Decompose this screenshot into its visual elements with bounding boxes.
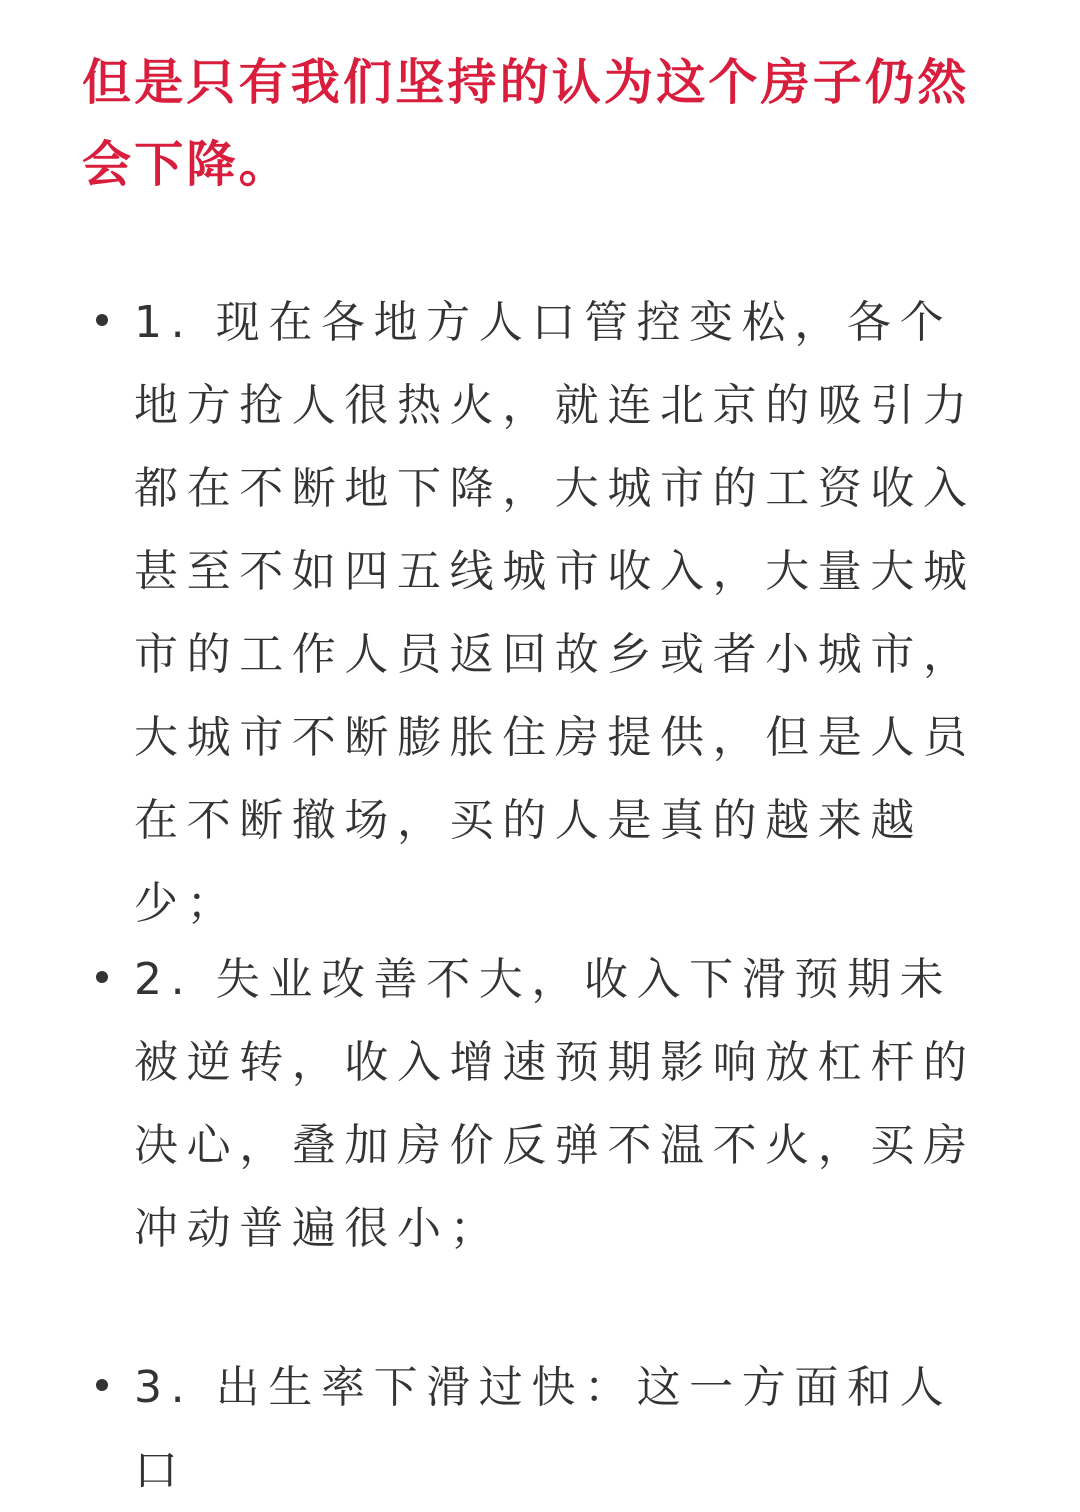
list-item-text: 3. 出生率下滑过快：这一方面和人口 xyxy=(134,1362,953,1496)
article-headline: 但是只有我们坚持的认为这个房子仍然会下降。 xyxy=(82,54,970,193)
bullet-dot-icon xyxy=(96,314,108,326)
list-item-text: 2. 失业改善不大，收入下滑预期未被逆转，收入增速预期影响放杠杆的决心，叠加房价反弹不温不火，买房冲动普遍很小； xyxy=(134,954,976,1254)
list-item-text: 1. 现在各地方人口管控变松，各个地方抢人很热火，就连北京的吸引力都在不断地下降，大城市的工资收入甚至不如四五线城市收入，大量大城市的工作人员返回故乡或者小城市，大城市不断膨胀住房提供，但是人员在不断撤场，买的人是真的越来越少； xyxy=(134,297,976,929)
bullet-dot-icon xyxy=(96,971,108,983)
bullet-dot-icon xyxy=(96,1379,108,1391)
